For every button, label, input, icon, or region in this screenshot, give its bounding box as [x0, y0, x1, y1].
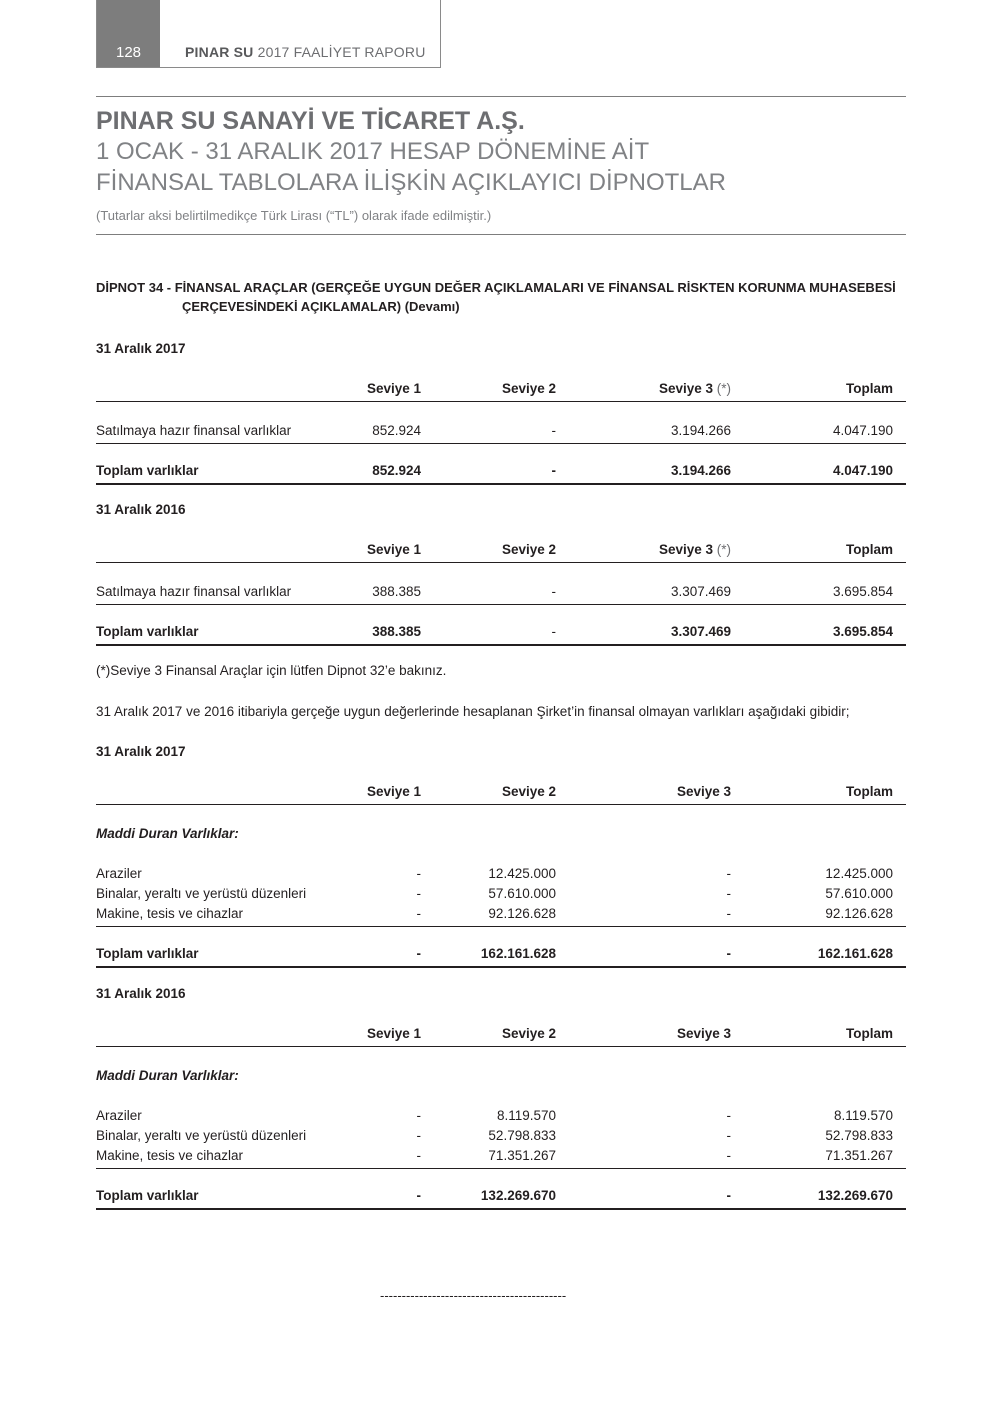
category-row: [96, 1068, 906, 1088]
total-label: Toplam varlıklar: [96, 1188, 199, 1203]
intro-paragraph: 31 Aralık 2017 ve 2016 itibariyla gerçeğe uygun değerlerinde hesaplanan Şirket’in finansal olmayan varlıkları aşağıdaki gibidir;: [96, 704, 850, 719]
col-header: Seviye 1: [366, 542, 421, 557]
table1: [96, 381, 906, 485]
cell-value: 162.161.628: [817, 946, 893, 961]
cell-value: 3.307.469: [670, 584, 731, 599]
total-row: [96, 463, 906, 485]
page-header: [96, 0, 441, 68]
cell-value: 132.269.670: [817, 1188, 893, 1203]
footer-separator: -------------------------------------------: [380, 1288, 567, 1303]
table-row: [96, 423, 906, 444]
cell-value: 3.695.854: [832, 584, 893, 599]
col-header: Seviye 2: [501, 1026, 556, 1041]
cell-value: -: [416, 946, 421, 961]
cell-value: 52.798.833: [825, 1128, 893, 1143]
total-row: [96, 1188, 906, 1210]
cell-value: 388.385: [372, 624, 421, 639]
table1-date: 31 Aralık 2017: [96, 341, 186, 356]
cell-value: 4.047.190: [832, 463, 893, 478]
col-header: Seviye 2: [501, 784, 556, 799]
row-label: Makine, tesis ve cihazlar: [96, 906, 244, 921]
table2-date: 31 Aralık 2016: [96, 502, 186, 517]
cell-value: -: [726, 1148, 731, 1163]
cell-value: 57.610.000: [488, 886, 556, 901]
total-label: Toplam varlıklar: [96, 946, 199, 961]
cell-value: -: [726, 1188, 731, 1203]
row-label: Araziler: [96, 866, 142, 881]
cell-value: -: [551, 584, 556, 599]
footnote-marker: (*): [716, 542, 731, 557]
footnote-marker: (*): [716, 381, 731, 396]
cell-value: -: [726, 1108, 731, 1123]
row-label: Makine, tesis ve cihazlar: [96, 1148, 244, 1163]
cell-value: 3.194.266: [670, 463, 731, 478]
cell-value: 3.194.266: [670, 423, 731, 438]
total-label: Toplam varlıklar: [96, 463, 199, 478]
col-header: Seviye 3: [676, 784, 731, 799]
report-brand: PINAR SU: [185, 44, 254, 60]
company-name: PINAR SU SANAYİ VE TİCARET A.Ş.: [96, 107, 525, 135]
table-row: [96, 1108, 906, 1128]
table-row: [96, 906, 906, 927]
col-header: [659, 542, 731, 557]
cell-value: -: [551, 463, 556, 478]
section-heading: [96, 280, 908, 314]
row-label: Satılmaya hazır finansal varlıklar: [96, 584, 292, 599]
cell-value: 162.161.628: [480, 946, 556, 961]
cell-value: 8.119.570: [496, 1108, 556, 1123]
title-bottom-rule: [96, 234, 906, 235]
table-header-row: [96, 542, 906, 563]
cell-value: 8.119.570: [833, 1108, 893, 1123]
col-header: Seviye 3: [676, 1026, 731, 1041]
cell-value: -: [551, 624, 556, 639]
table3-date: 31 Aralık 2017: [96, 744, 186, 759]
cell-value: -: [416, 866, 421, 881]
col-header-text: Seviye 3: [658, 542, 713, 557]
table2: [96, 542, 906, 646]
cell-value: 92.126.628: [488, 906, 556, 921]
cell-value: 12.425.000: [488, 866, 556, 881]
cell-value: -: [726, 886, 731, 901]
col-header: Seviye 1: [366, 784, 421, 799]
col-header: Seviye 2: [501, 542, 556, 557]
table4-date: 31 Aralık 2016: [96, 986, 186, 1001]
col-header: Seviye 2: [501, 381, 556, 396]
cell-value: 388.385: [372, 584, 421, 599]
cell-value: 52.798.833: [488, 1128, 556, 1143]
cell-value: -: [416, 1188, 421, 1203]
cell-value: 92.126.628: [825, 906, 893, 921]
cell-value: 3.695.854: [832, 624, 893, 639]
cell-value: 3.307.469: [670, 624, 731, 639]
category-label: Maddi Duran Varlıklar:: [96, 826, 239, 841]
title-line-3: FİNANSAL TABLOLARA İLİŞKİN AÇIKLAYICI DİPNOTLAR: [96, 169, 726, 196]
total-row: [96, 946, 906, 968]
col-header: Seviye 1: [366, 381, 421, 396]
cell-value: -: [726, 946, 731, 961]
cell-value: 71.351.267: [825, 1148, 893, 1163]
table-header-row: [96, 784, 906, 805]
cell-value: -: [726, 866, 731, 881]
category-label: Maddi Duran Varlıklar:: [96, 1068, 239, 1083]
cell-value: 852.924: [372, 423, 421, 438]
table-row: [96, 1148, 906, 1169]
row-label: Satılmaya hazır finansal varlıklar: [96, 423, 292, 438]
cell-value: -: [416, 1108, 421, 1123]
cell-value: -: [416, 1128, 421, 1143]
cell-value: 4.047.190: [832, 423, 893, 438]
cell-value: -: [416, 906, 421, 921]
row-label: Binalar, yeraltı ve yerüstü düzenleri: [96, 1128, 307, 1143]
title-top-rule: [96, 96, 906, 97]
table4: [96, 1026, 906, 1210]
cell-value: 12.425.000: [825, 866, 893, 881]
currency-note: (Tutarlar aksi belirtilmedikçe Türk Lirası (“TL”) olarak ifade edilmiştir.): [96, 208, 492, 223]
report-title: [185, 44, 426, 60]
title-line-2: 1 OCAK - 31 ARALIK 2017 HESAP DÖNEMİNE AİT: [96, 138, 650, 165]
col-header: Toplam: [846, 1026, 893, 1041]
category-row: [96, 826, 906, 846]
table-row: [96, 1128, 906, 1148]
cell-value: 57.610.000: [825, 886, 893, 901]
table3: [96, 784, 906, 968]
row-label: Araziler: [96, 1108, 142, 1123]
col-header: Seviye 1: [366, 1026, 421, 1041]
cell-value: 132.269.670: [480, 1188, 556, 1203]
cell-value: 71.351.267: [488, 1148, 556, 1163]
col-header: [659, 381, 731, 396]
cell-value: -: [726, 1128, 731, 1143]
table-row: [96, 866, 906, 886]
cell-value: -: [551, 423, 556, 438]
footnote: (*)Seviye 3 Finansal Araçlar için lütfen Dipnot 32’e bakınız.: [96, 663, 447, 678]
table-row: [96, 584, 906, 605]
cell-value: 852.924: [372, 463, 421, 478]
table-header-row: [96, 381, 906, 402]
report-title-rest: 2017 FAALİYET RAPORU: [257, 44, 426, 60]
section-heading-line-1: DİPNOT 34 - FİNANSAL ARAÇLAR (GERÇEĞE UYGUN DEĞER AÇIKLAMALARI VE FİNANSAL RİSKTEN KORUNMA MUHASEBESİ: [96, 280, 896, 295]
total-label: Toplam varlıklar: [96, 624, 199, 639]
cell-value: -: [416, 1148, 421, 1163]
table-row: [96, 886, 906, 906]
row-label: Binalar, yeraltı ve yerüstü düzenleri: [96, 886, 307, 901]
table-header-row: [96, 1026, 906, 1047]
page-number: 128: [97, 0, 160, 67]
col-header: Toplam: [846, 381, 893, 396]
col-header-text: Seviye 3: [658, 381, 713, 396]
cell-value: -: [726, 906, 731, 921]
cell-value: -: [416, 886, 421, 901]
col-header: Toplam: [846, 542, 893, 557]
total-row: [96, 624, 906, 646]
section-heading-line-2: ÇERÇEVESİNDEKİ AÇIKLAMALAR) (Devamı): [182, 299, 460, 314]
col-header: Toplam: [846, 784, 893, 799]
